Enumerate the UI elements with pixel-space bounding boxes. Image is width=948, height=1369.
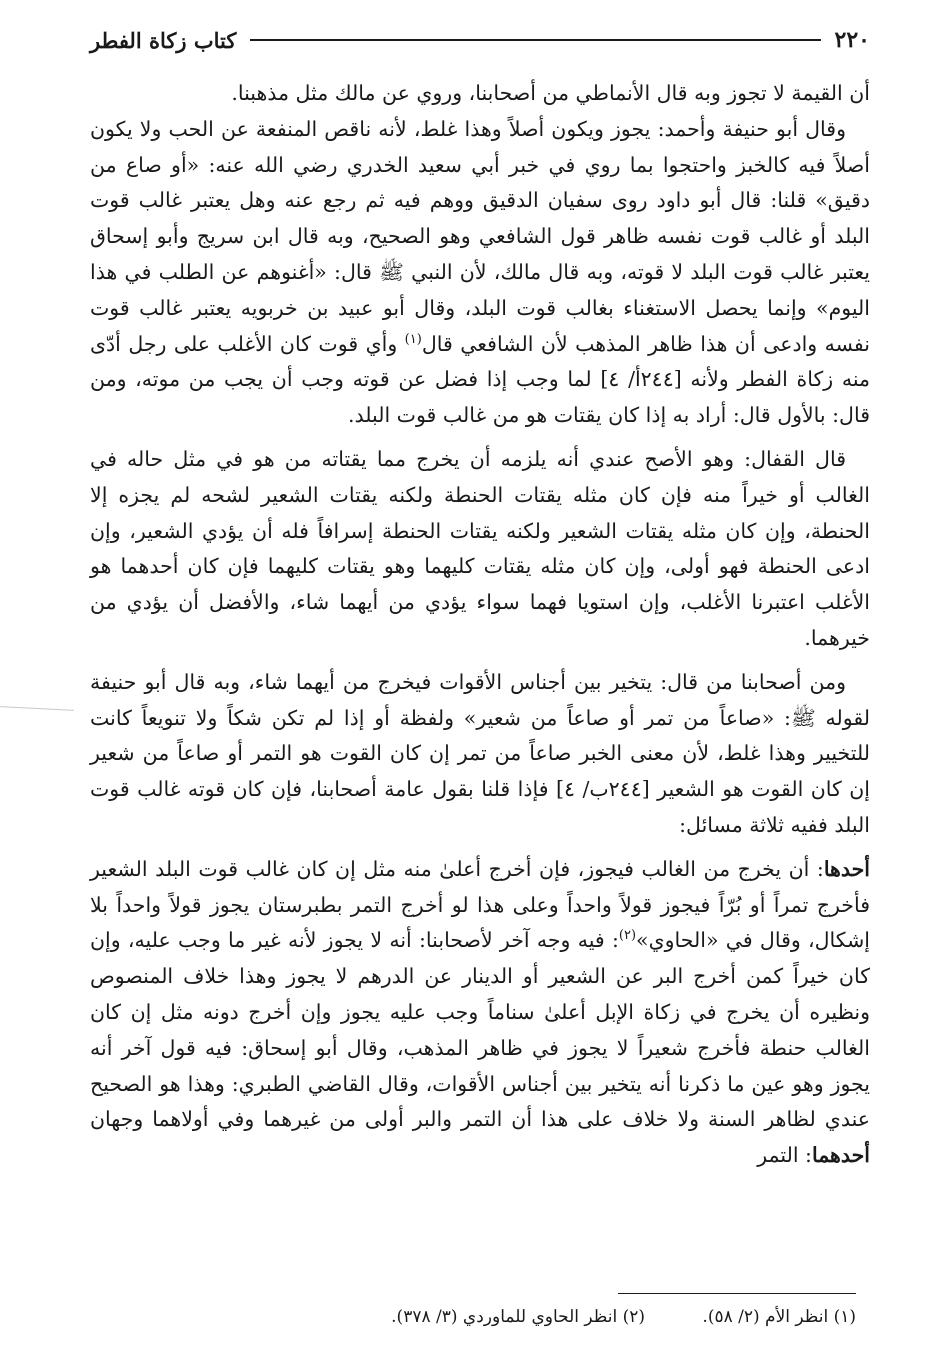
paragraph-1 [90, 76, 870, 112]
bold-term: أحدها [823, 856, 870, 881]
text-run: ومن أصحابنا من قال: يتخير بين أجناس الأقوات فيخرج من أيهما شاء، وبه قال أبو حنيفة لقوله ﷺ: «صاعاً من تمر أو صاعاً من شعير» ولفظة أو إذا لم تكن شكاً ولا تنويعاً كانت للتخيير وهذا غلط، لأن معنى الخبر صاعاً من تمر إن كان القوت هو التمر أو صاعاً من شعير إن كان القوت هو الشعير [٢٤٤ب/ ٤] فإذا قلنا بقول عامة أصحابنا، فإن كان قوته غالب قوت البلد ففيه ثلاثة مسائل: [90, 669, 870, 837]
footnote-2: (٢) انظر الحاوي للماوردي (٣/ ٣٧٨). [391, 1307, 646, 1327]
paragraph-5 [90, 852, 870, 1174]
text-run: : أن يخرج من الغالب فيجوز، فإن أخرج أعلىٰ منه مثل إن كان غالب قوت البلد الشعير فأخرج تمراً أو بُرّاً فيجوز قولاً واحداً وعلى هذا لو أخرج التمر بطبرستان يجوز قولاً واحداً بلا إشكال، وقال في «الحاوي» [90, 856, 870, 953]
scan-margin-mark [0, 706, 74, 711]
text-run: وقال أبو حنيفة وأحمد: يجوز ويكون أصلاً وهذا غلط، لأنه ناقص المنفعة عن الحب ولا يكون أصلاً فيه كالخبز واحتجوا بما روي في خبر أبي سعيد الخدري رضي الله عنه: «أو صاع من دقيق» قلنا: قال أبو داود روى سفيان الدقيق ووهم فيه ثم رجع عنه وهل يعتبر غالب قوت البلد أو غالب قوت نفسه ظاهر قول الشافعي وهو الصحيح، وبه قال ابن سريج وأبو إسحاق يعتبر غالب قوت البلد لا قوته، وبه قال مالك، لأن النبي ﷺ قال: «أغنوهم عن الطلب في هذا اليوم» وإنما يحصل الاستغناء بغالب قوت البلد، وقال أبو عبيد بن خربويه يعتبر غالب قوت نفسه وادعى أن هذا ظاهر المذهب لأن الشافعي قال [90, 116, 870, 356]
bold-term: أحدهما [811, 1143, 870, 1168]
footnote-separator [618, 1293, 856, 1294]
text-run: وأي قوت كان الأغلب على رجل أدّى منه زكاة الفطر ولأنه [٢٤٤أ/ ٤] لما وجب إذا فضل عن قوته وجب أن يجب من موته، ومن قال: بالأول قال: أراد به إذا كان يقتات هو من غالب قوت البلد. [90, 331, 871, 428]
footnotes [156, 1304, 856, 1330]
page [90, 18, 870, 1174]
text-run: : فيه وجه آخر لأصحابنا: أنه لا يجوز لأنه غير ما وجب عليه، وإن كان خيراً كمن أخرج البر عن الشعير أو الدينار عن الدرهم لا يجوز وهذا خلاف المنصوص ونظيره أن يخرج في زكاة الإبل أعلىٰ سناماً وجب عليه يجوز وإن أخرج دونه مثل إن كان الغالب حنطة فأخرج شعيراً لا يجوز في ظاهر المذهب، وقال أبو إسحاق: فيه قول آخر أنه يجوز وهو عين ما ذكرنا أنه يتخير بين أجناس الأقوات، وقال القاضي الطبري: وهذا هو الصحيح عندي لظاهر السنة ولا خلاف على هذا أن التمر والبر أولى من غيرهما وفي أولاهما وجهان [90, 928, 870, 1132]
footnote-1: (١) انظر الأم (٢/ ٥٨). [702, 1307, 856, 1327]
header-rule [250, 39, 820, 41]
main-text [90, 76, 870, 1174]
text-run: : التمر [757, 1143, 812, 1168]
running-header [90, 18, 870, 62]
paragraph-2 [90, 112, 870, 434]
footnote-marker: (١) [404, 331, 422, 347]
text-run: أن القيمة لا تجوز وبه قال الأنماطي من أصحابنا، وروي عن مالك مثل مذهبنا. [231, 81, 870, 105]
paragraph-4 [90, 665, 870, 844]
paragraph-3 [90, 442, 870, 657]
text-run: قال القفال: وهو الأصح عندي أنه يلزمه أن يخرج مما يقتاته من هو في مثل حاله في الغالب أو خيراً منه فإن كان مثله يقتات الحنطة ولكنه يقتات الشعير لشحه لم يجزه إلا الحنطة، وإن كان مثله يقتات الشعير ولكنه يقتات الحنطة إسرافاً فله أن يؤدي الشعير، وإن ادعى الحنطة فهو أولى، وإن كان مثله يقتات كليهما وهو يقتات كليهما فإن كان أحدهما هو الأغلب اعتبرنا الأغلب، وإن استويا فهما سواء يؤدي من أيهما شاء، والأفضل أن يؤدي من خيرهما. [90, 446, 870, 650]
page-number: ٢٢٠ [834, 27, 870, 53]
book-title: كتاب زكاة الفطر [90, 27, 237, 53]
footnote-marker: (٢) [618, 928, 637, 944]
